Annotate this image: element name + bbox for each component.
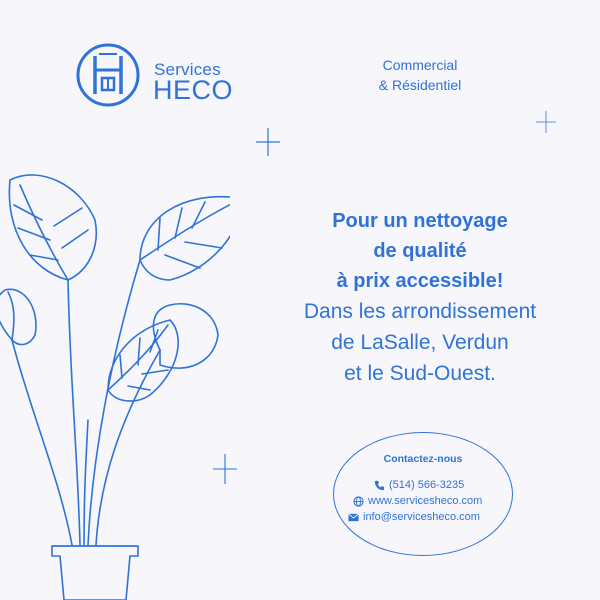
contact-card (333, 432, 513, 556)
mail-icon (348, 512, 359, 523)
contact-website[interactable] (353, 495, 513, 507)
contact-phone[interactable] (374, 479, 534, 491)
tagline-line-1: Commercial (382, 57, 458, 73)
headline-bold-line-1: Pour un nettoyage (332, 210, 508, 232)
sparkle-icon (256, 128, 280, 156)
contact-email[interactable] (348, 511, 508, 523)
contact-email-text: info@servicesheco.com (363, 511, 480, 523)
plant-illustration (0, 160, 230, 600)
brand-name-main: HECO (153, 75, 234, 105)
globe-icon (353, 496, 364, 507)
headline-line-5: de LaSalle, Verdun (331, 331, 509, 354)
headline (270, 206, 570, 389)
tagline (350, 55, 490, 95)
tagline-line-2: & Résidentiel (378, 77, 462, 93)
headline-line-4: Dans les arrondissement (303, 300, 537, 323)
headline-bold-line-3: à prix accessible! (336, 270, 504, 292)
logo-mark-icon (75, 42, 141, 108)
contact-website-text: www.servicesheco.com (368, 495, 483, 507)
headline-bold-line-2: de qualité (373, 240, 467, 262)
contact-phone-text: (514) 566-3235 (389, 479, 465, 491)
phone-icon (374, 480, 385, 491)
logo (75, 42, 255, 108)
headline-line-6: et le Sud-Ouest. (344, 362, 496, 385)
brand-name-top: Services (154, 60, 221, 79)
sparkle-icon (536, 111, 556, 133)
contact-title: Contactez-nous (383, 453, 463, 465)
